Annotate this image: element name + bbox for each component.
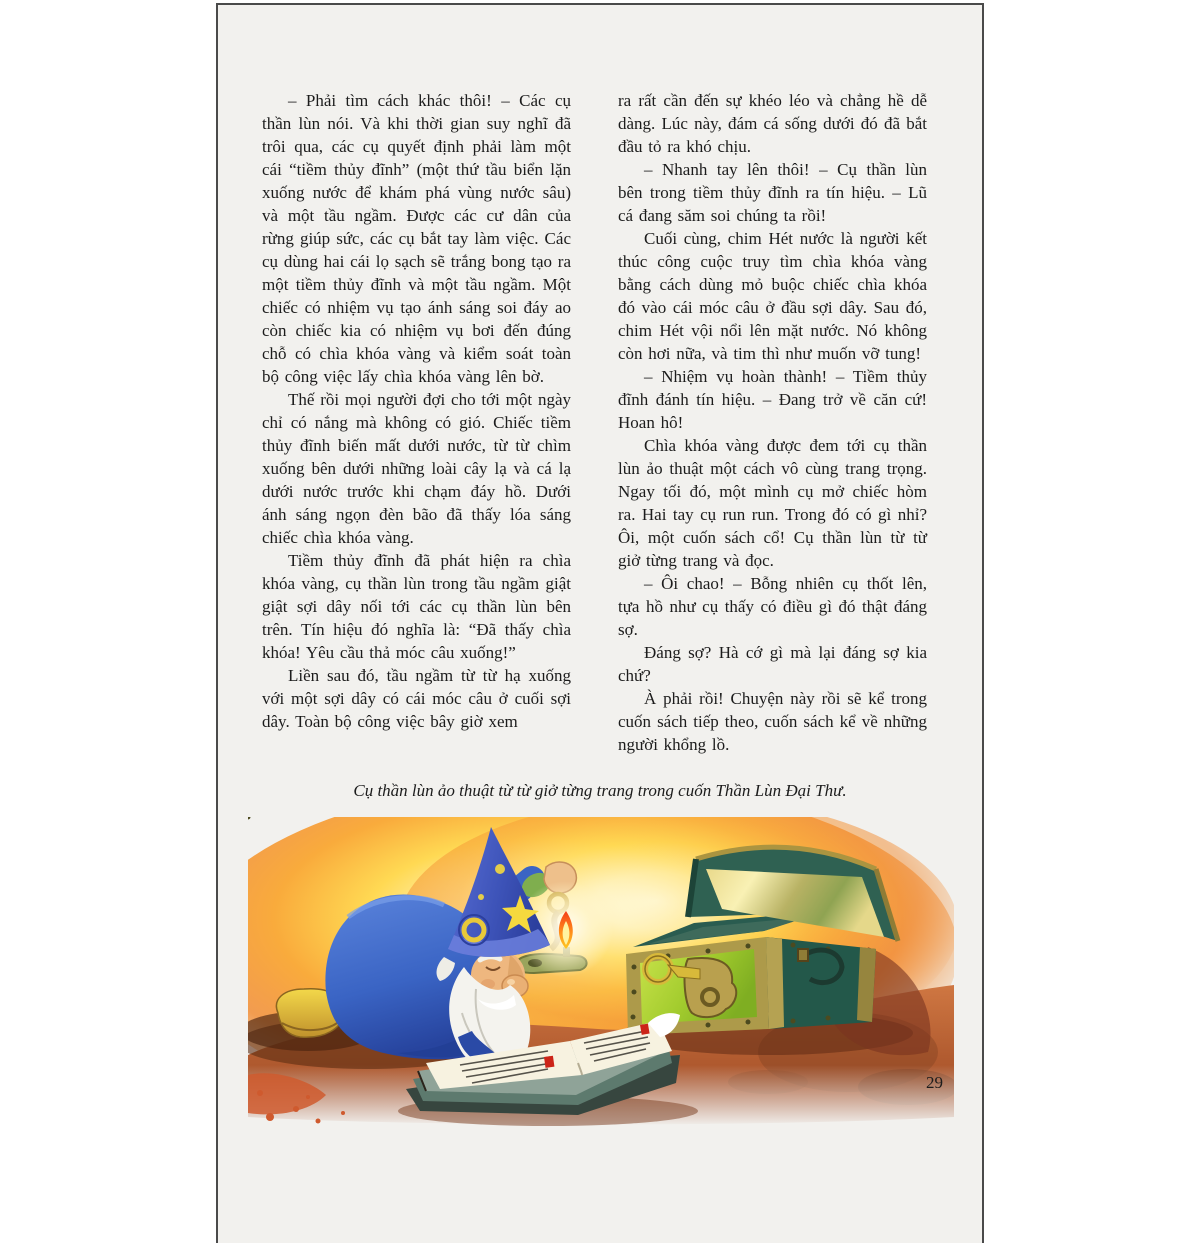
paragraph: Đáng sợ? Hà cớ gì mà lại đáng sợ kia chứ? (618, 643, 927, 685)
paragraph: – Phải tìm cách khác thôi! – Các cụ thần lùn nói. Và khi thời gian suy nghĩ đã trôi qua, các cụ quyết định phải làm một cái “tiềm thủy đĩnh” (một thứ tầu biển lặn xuống nước để khám phá vùng nước sâu) và một tầu ngầm. Được các cư dân của rừng giúp sức, các cụ bắt tay làm việc. Các cụ dùng hai cái lọ sạch sẽ trắng bong tạo ra một tiềm thủy đĩnh và một tầu ngầm. Một chiếc có nhiệm vụ tạo ánh sáng soi đáy ao còn chiếc kia có nhiệm vụ bơi đến đúng chỗ có chìa khóa vàng và kiểm soát toàn bộ công việc lấy chìa khóa vàng lên bờ. (262, 91, 571, 386)
paragraph: – Nhanh tay lên thôi! – Cụ thần lùn bên trong tiềm thủy đĩnh ra tín hiệu. – Lũ cá đang săm soi chúng ta rồi! (618, 160, 927, 225)
left-column (262, 89, 571, 756)
illustration-caption: Cụ thần lùn ảo thuật từ từ giở từng trang trong cuốn Thần Lùn Đại Thư. (353, 781, 847, 800)
book-page (216, 3, 984, 1243)
story-text (262, 89, 925, 756)
page-number: 29 (926, 1073, 943, 1092)
paragraph: ra rất cần đến sự khéo léo và chẳng hề dễ dàng. Lúc này, đám cá sống dưới đó đã bắt đầu tỏ ra khó chịu. (618, 91, 927, 156)
paragraph: Tiềm thủy đĩnh đã phát hiện ra chìa khóa vàng, cụ thần lùn trong tầu ngầm giật giật sợi dây nối tới các cụ thần lùn bên trên. Tín hiệu đó nghĩa là: “Đã thấy chìa khóa! Yêu cầu thả móc câu xuống!” (262, 551, 571, 662)
right-column (618, 89, 927, 756)
paragraph: À phải rồi! Chuyện này rồi sẽ kể trong cuốn sách tiếp theo, cuốn sách kể về những người khổng lồ. (618, 689, 927, 754)
paragraph: – Ôi chao! – Bỗng nhiên cụ thốt lên, tựa hồ như cụ thấy có điều gì đó thật đáng sợ. (618, 574, 927, 639)
paragraph: Chìa khóa vàng được đem tới cụ thần lùn ảo thuật một cách vô cùng trang trọng. Ngay tối đó, một mình cụ mở chiếc hòm ra. Hai tay cụ run run. Trong đó có gì nhỉ? Ôi, một cuốn sách cổ! Cụ thần lùn từ từ giở từng trang và đọc. (618, 436, 927, 570)
gnome-reading-illustration (248, 817, 954, 1137)
paragraph: Cuối cùng, chim Hét nước là người kết thúc công cuộc truy tìm chìa khóa vàng bằng cách dùng mỏ buộc chiếc chìa khóa đó vào cái móc câu ở đầu sợi dây. Sau đó, chim Hét vội nổi lên mặt nước. Nó không còn hơi nữa, và tim thì như muốn vỡ tung! (618, 229, 927, 363)
paragraph: Thế rồi mọi người đợi cho tới một ngày chỉ có nắng mà không có gió. Chiếc tiềm thủy đĩnh biến mất dưới nước, từ từ chìm xuống bên dưới những loài cây lạ và cá lạ dưới nước trước khi chạm đáy hồ. Dưới ánh sáng ngọn đèn bão đã thấy lóa sáng chiếc chìa khóa vàng. (262, 390, 571, 547)
paragraph: – Nhiệm vụ hoàn thành! – Tiềm thủy đĩnh đánh tín hiệu. – Đang trở về căn cứ! Hoan hô! (618, 367, 927, 432)
paragraph: Liền sau đó, tầu ngầm từ từ hạ xuống với một sợi dây có cái móc câu ở cuối sợi dây. Toàn bộ công việc bây giờ xem (262, 666, 571, 731)
